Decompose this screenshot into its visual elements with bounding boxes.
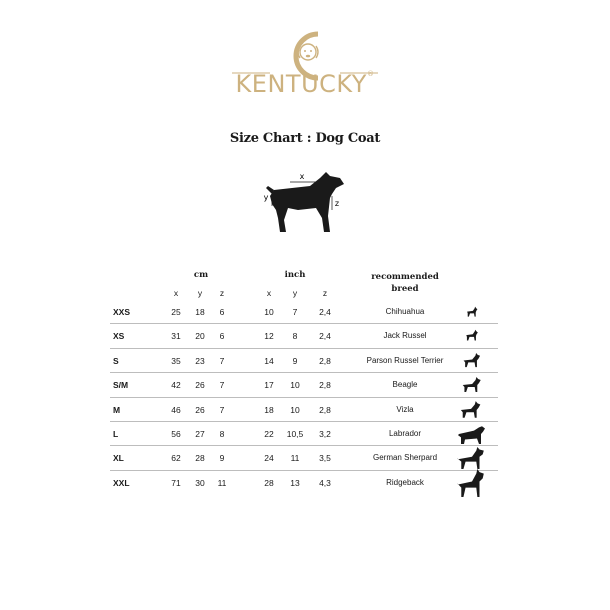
cm-header: cm	[193, 270, 209, 280]
size-label: XXL	[113, 477, 130, 488]
table-row	[110, 373, 498, 397]
cm-z-value: 7	[219, 404, 225, 415]
breed-name: Parson Russel Terrier	[366, 355, 444, 365]
size-label: M	[113, 404, 121, 415]
table-row	[110, 398, 498, 422]
cm-z-value: 9	[219, 453, 225, 464]
inch-header: inch	[284, 270, 306, 280]
table-row	[110, 300, 498, 324]
inch-y-value: 9	[292, 355, 298, 366]
inch-x-value: 14	[264, 355, 274, 366]
table-row	[110, 446, 498, 470]
size-label: L	[113, 429, 119, 439]
inch-x-value: 22	[264, 429, 274, 439]
inch-y-value: 13	[290, 477, 300, 488]
cm-x-value: 71	[171, 477, 181, 488]
chihuahua-icon	[466, 305, 482, 320]
table-row	[110, 471, 498, 495]
cm-y-label: y	[197, 288, 203, 298]
cm-y-value: 18	[195, 307, 205, 317]
inch-y-value: 8	[292, 331, 298, 342]
page-title: Size Chart : Dog Coat	[229, 131, 381, 146]
cm-x-label: x	[173, 288, 179, 298]
german-shepherd-icon	[457, 447, 487, 469]
size-label: XXS	[113, 307, 131, 317]
dog-measurement-diagram	[258, 168, 352, 238]
breed-name: Vizla	[396, 404, 414, 414]
size-label: XS	[113, 331, 125, 342]
breed-name: Ridgeback	[386, 477, 424, 487]
inch-x-value: 18	[264, 404, 274, 415]
breed-name: German Sherpard	[372, 453, 438, 463]
inch-y-value: 10	[290, 404, 300, 415]
diagram-x-label: x	[299, 172, 305, 181]
cm-z-value: 7	[219, 355, 225, 366]
breed-name: Beagle	[392, 380, 418, 390]
cm-y-value: 20	[195, 331, 205, 342]
size-label: XL	[113, 453, 124, 464]
jack-russel-icon	[465, 328, 483, 344]
inch-y-value: 7	[292, 307, 298, 317]
breed-name: Chihuahua	[385, 307, 425, 316]
breed-name: Jack Russel	[383, 331, 427, 341]
inch-x-value: 24	[264, 453, 274, 464]
inch-x-value: 17	[264, 380, 274, 391]
inch-z-value: 2,8	[319, 404, 331, 415]
cm-x-value: 46	[171, 404, 181, 415]
labrador-icon	[458, 424, 486, 444]
breed-header-line-2: breed	[391, 284, 419, 294]
inch-x-value: 12	[264, 331, 274, 342]
inch-z-value: 2,4	[319, 307, 331, 317]
cm-y-value: 28	[195, 453, 205, 464]
inch-y-value: 10	[290, 380, 300, 391]
inch-x-label: x	[266, 288, 272, 298]
size-label: S/M	[113, 380, 129, 391]
cm-y-value: 30	[195, 477, 205, 488]
cm-x-value: 62	[171, 453, 181, 464]
cm-x-value: 56	[171, 429, 181, 439]
diagram-y-label: y	[263, 193, 269, 202]
cm-x-value: 35	[171, 355, 181, 366]
cm-y-value: 26	[195, 380, 205, 391]
inch-z-value: 3,2	[319, 429, 331, 439]
cm-z-value: 7	[219, 380, 225, 391]
brand-name: KENTUCKY®	[235, 70, 375, 98]
table-row	[110, 422, 498, 446]
cm-x-value: 42	[171, 380, 181, 391]
cm-y-value: 26	[195, 404, 205, 415]
inch-y-value: 10,5	[286, 429, 304, 439]
cm-y-value: 23	[195, 355, 205, 366]
inch-z-value: 2,8	[319, 380, 331, 391]
inch-z-value: 3,5	[319, 453, 331, 464]
cm-y-value: 27	[195, 429, 205, 439]
cm-x-value: 25	[171, 307, 181, 317]
inch-z-label: z	[322, 288, 328, 298]
inch-z-value: 2,4	[319, 331, 331, 342]
beagle-icon	[461, 376, 485, 394]
cm-x-value: 31	[171, 331, 181, 342]
breed-name: Labrador	[388, 429, 422, 438]
breed-header-line-1: recommended	[371, 272, 439, 282]
cm-z-value: 11	[217, 477, 227, 488]
cm-z-value: 6	[219, 307, 225, 317]
size-label: S	[113, 355, 119, 366]
cm-z-label: z	[219, 288, 225, 298]
parson-russel-terrier-icon	[462, 352, 484, 369]
inch-x-value: 28	[264, 477, 274, 488]
inch-y-value: 11	[290, 453, 300, 464]
table-row	[110, 349, 498, 373]
inch-z-value: 2,8	[319, 355, 331, 366]
cm-z-value: 6	[219, 331, 225, 342]
breed-header	[360, 271, 450, 295]
vizla-icon	[459, 400, 485, 420]
inch-y-label: y	[292, 288, 298, 298]
cm-z-value: 8	[219, 429, 225, 439]
inch-z-value: 4,3	[319, 477, 331, 488]
diagram-z-label: z	[334, 199, 340, 208]
table-row	[110, 324, 498, 348]
ridgeback-icon	[457, 469, 487, 497]
inch-x-value: 10	[264, 307, 274, 317]
